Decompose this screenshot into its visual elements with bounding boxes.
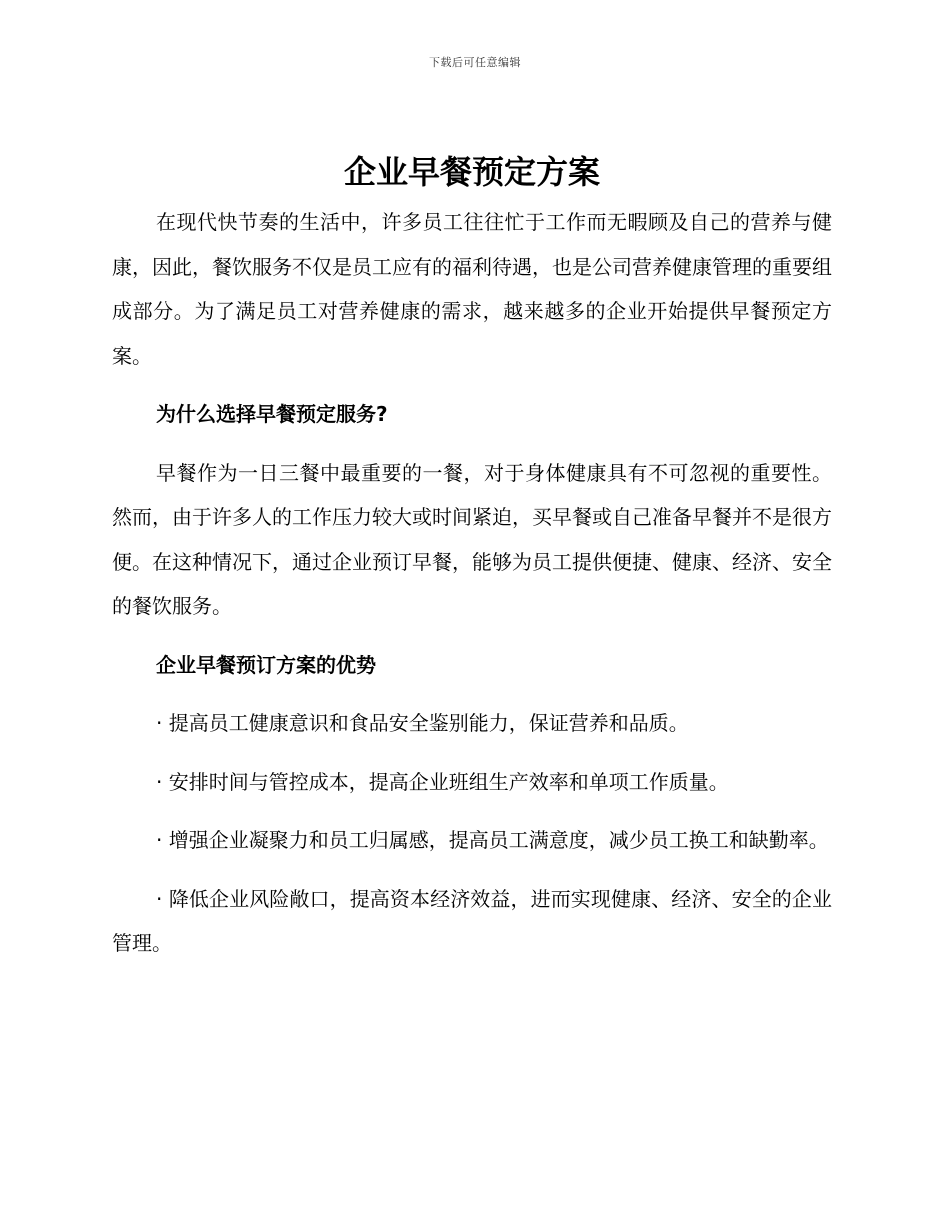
section-heading-why: 为什么选择早餐预定服务? bbox=[156, 402, 388, 426]
section-heading-advantages: 企业早餐预订方案的优势 bbox=[156, 652, 376, 677]
section-body-why: 早餐作为一日三餐中最重要的一餐，对于身体健康具有不可忽视的重要性。然而，由于许多人的工作压力较大或时间紧迫，买早餐或自己准备早餐并不是很方便。在这种情况下，通过企业预订早餐，能够为员工提供便捷、健康、经济、安全的餐饮服务。 bbox=[112, 460, 832, 618]
advantage-item: · 安排时间与管控成本，提高企业班组生产效率和单项工作质量。 bbox=[156, 769, 729, 794]
intro-paragraph: 在现代快节奏的生活中，许多员工往往忙于工作而无暇顾及自己的营养与健康，因此，餐饮服务不仅是员工应有的福利待遇，也是公司营养健康管理的重要组成部分。为了满足员工对营养健康的需求，越来越多的企业开始提供早餐预定方案。 bbox=[112, 210, 832, 368]
document-content bbox=[112, 150, 832, 966]
advantage-item: · 增强企业凝聚力和员工归属感，提高员工满意度，减少员工换工和缺勤率。 bbox=[156, 828, 829, 852]
document-title: 企业早餐预定方案 bbox=[343, 153, 600, 191]
advantage-item: · 降低企业风险敞口，提高资本经济效益，进而实现健康、经济、安全的企业管理。 bbox=[112, 886, 832, 955]
advantage-item: · 提高员工健康意识和食品安全鉴别能力，保证营养和品质。 bbox=[156, 711, 689, 735]
header-note: 下载后可任意编辑 bbox=[429, 56, 521, 69]
